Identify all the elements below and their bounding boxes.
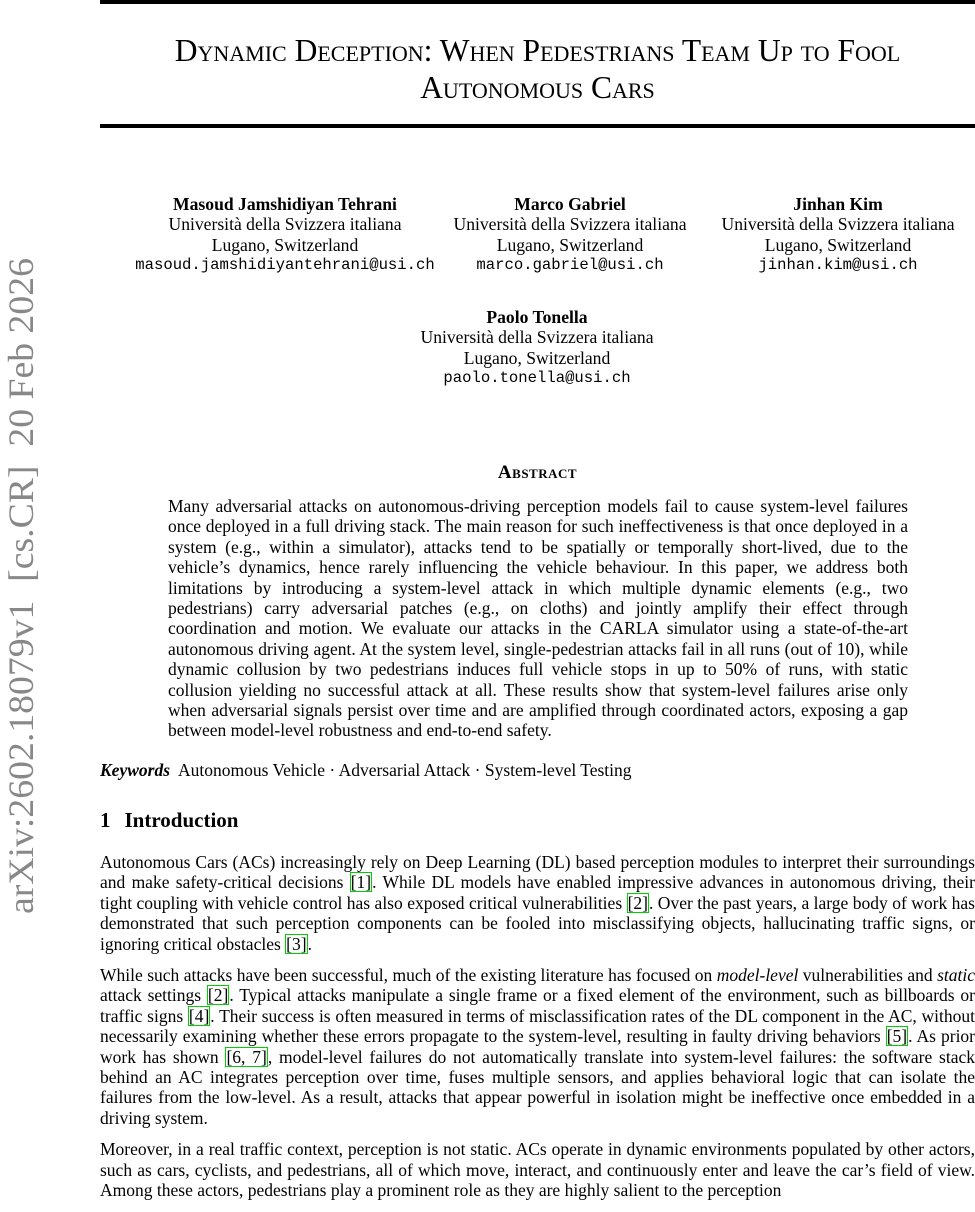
author-block-4	[407, 307, 667, 388]
text-run: While such attacks have been successful, much of the existing literature has focused on	[100, 965, 717, 986]
citation-link[interactable]: [3]	[286, 933, 307, 954]
text-run: . While DL models have enabled impressive advances in autonomous driving, their tight coupling with vehicle control has also exposed critical vulnerabilities	[100, 872, 975, 913]
author-location: Lugano, Switzerland	[496, 234, 644, 255]
text-run: attack settings	[100, 985, 207, 1006]
keywords-text: Autonomous Vehicle · Adversarial Attack · System-level Testing	[178, 760, 632, 780]
author-affiliation: Università della Svizzera italiana	[721, 214, 955, 235]
text-run: .	[307, 933, 312, 954]
keywords-label: Keywords	[100, 760, 170, 780]
paper-title-line-2: Autonomous Cars	[420, 70, 655, 105]
arxiv-identifier-stamp	[0, 256, 43, 916]
intro-paragraph-1	[100, 852, 975, 954]
keywords-line	[100, 760, 975, 780]
author-block-3	[708, 194, 968, 275]
author-affiliation: Università della Svizzera italiana	[420, 327, 654, 348]
section-number: 1	[100, 808, 111, 832]
citation-link[interactable]: [4]	[188, 1005, 210, 1026]
author-name: Paolo Tonella	[486, 307, 588, 327]
author-email[interactable]: masoud.jamshidiyantehrani@usi.ch	[135, 255, 435, 274]
citation-link[interactable]: [5]	[886, 1026, 908, 1047]
citation-link[interactable]: [1]	[350, 872, 372, 893]
text-run: , model-level failures do not automatically translate into system-level failures: the software stack behind an AC integrates perception over time, fuses multiple sensors, and applies behavioral logic that can isolate the failures from the low-level. As a result, attacks that appear powerful in isolation might be ineffective once embedded in a driving system.	[100, 1046, 975, 1128]
text-run: . Their success is often measured in terms of misclassification rates of the DL component in the AC, without necessarily examining whether these errors propagate to the system-level, resulting in faulty driving behaviors	[100, 1005, 975, 1047]
section-title: Introduction	[124, 808, 239, 832]
text-run: vulnerabilities and	[798, 965, 938, 986]
text-run: Autonomous Cars (ACs) increasingly rely on Deep Learning (DL) based perception modules to interpret their surroundings and make safety-critical decisions	[100, 852, 975, 893]
arxiv-stamp-text: arXiv:2602.18079v1 [cs.CR] 20 Feb 2026	[1, 296, 41, 914]
citation-link[interactable]: [2]	[207, 985, 229, 1006]
citation-link[interactable]: [2]	[627, 892, 648, 913]
citation-link[interactable]: [6, 7]	[226, 1046, 267, 1067]
author-affiliation: Università della Svizzera italiana	[168, 214, 402, 235]
emphasis-text: model-level	[716, 965, 799, 986]
section-heading-introduction	[100, 808, 238, 833]
title-rule-top	[100, 0, 975, 4]
author-email[interactable]: jinhan.kim@usi.ch	[758, 255, 918, 274]
author-name: Marco Gabriel	[514, 194, 626, 214]
arxiv-stamp-svg	[0, 256, 43, 916]
author-name: Jinhan Kim	[793, 194, 883, 214]
text-run: . As prior work has shown	[100, 1026, 975, 1067]
emphasis-text: static	[937, 965, 975, 986]
intro-paragraph-3	[100, 1139, 975, 1200]
text-run: . Typical attacks manipulate a single frame or a fixed element of the environment, such as billboards or traffic signs	[100, 985, 975, 1026]
intro-paragraph-2	[100, 965, 975, 1128]
author-block-2	[440, 194, 700, 275]
text-run: Moreover, in a real traffic context, perception is not static. ACs operate in dynamic environments populated by other actors, such as cars, cyclists, and pedestrians, all of which move, interact, and continuously enter and leave the car’s field of view. Among these actors, pedestrians play a prominent role as they are highly salient to the perception	[100, 1139, 975, 1201]
author-name: Masoud Jamshidiyan Tehrani	[173, 194, 397, 214]
author-email[interactable]: paolo.tonella@usi.ch	[443, 368, 631, 387]
author-location: Lugano, Switzerland	[764, 234, 912, 255]
author-location: Lugano, Switzerland	[211, 234, 359, 255]
text-run: . Over the past years, a large body of work has demonstrated that such perception components can be fooled into misclassifying objects, hallucinating traffic signs, or ignoring critical obstacles	[100, 892, 975, 954]
author-location: Lugano, Switzerland	[463, 347, 611, 368]
paper-title-line-1: Dynamic Deception: When Pedestrians Team Up to Fool	[174, 33, 901, 68]
introduction-body	[100, 852, 975, 1212]
author-block-1	[95, 194, 475, 275]
abstract-heading: Abstract	[497, 462, 578, 483]
title-rule-bottom	[100, 124, 975, 128]
author-email[interactable]: marco.gabriel@usi.ch	[476, 255, 664, 274]
paper-title	[100, 32, 975, 106]
abstract-text: Many adversarial attacks on autonomous-driving perception models fail to cause system-level failures once deployed in a full driving stack. The main reason for such ineffectiveness is that once deployed in a system (e.g., within a simulator), attacks tend to be spatially or temporally short-lived, due to the vehicle’s dynamics, hence rarely influencing the vehicle behaviour. In this paper, we address both limitations by introducing a system-level attack in which multiple dynamic elements (e.g., two pedestrians) carry adversarial patches (e.g., on cloths) and jointly amplify their effect through coordination and motion. We evaluate our attacks in the CARLA simulator using a state-of-the-art autonomous driving agent. At the system level, single-pedestrian attacks fail in all runs (out of 10), while dynamic collusion by two pedestrians induces full vehicle stops in up to 50% of runs, with static collusion yielding no successful attack at all. These results show that system-level failures arise only when adversarial signals persist over time and are amplified through coordinated actors, exposing a gap between model-level robustness and end-to-end safety.	[168, 496, 908, 741]
author-affiliation: Università della Svizzera italiana	[453, 214, 687, 235]
